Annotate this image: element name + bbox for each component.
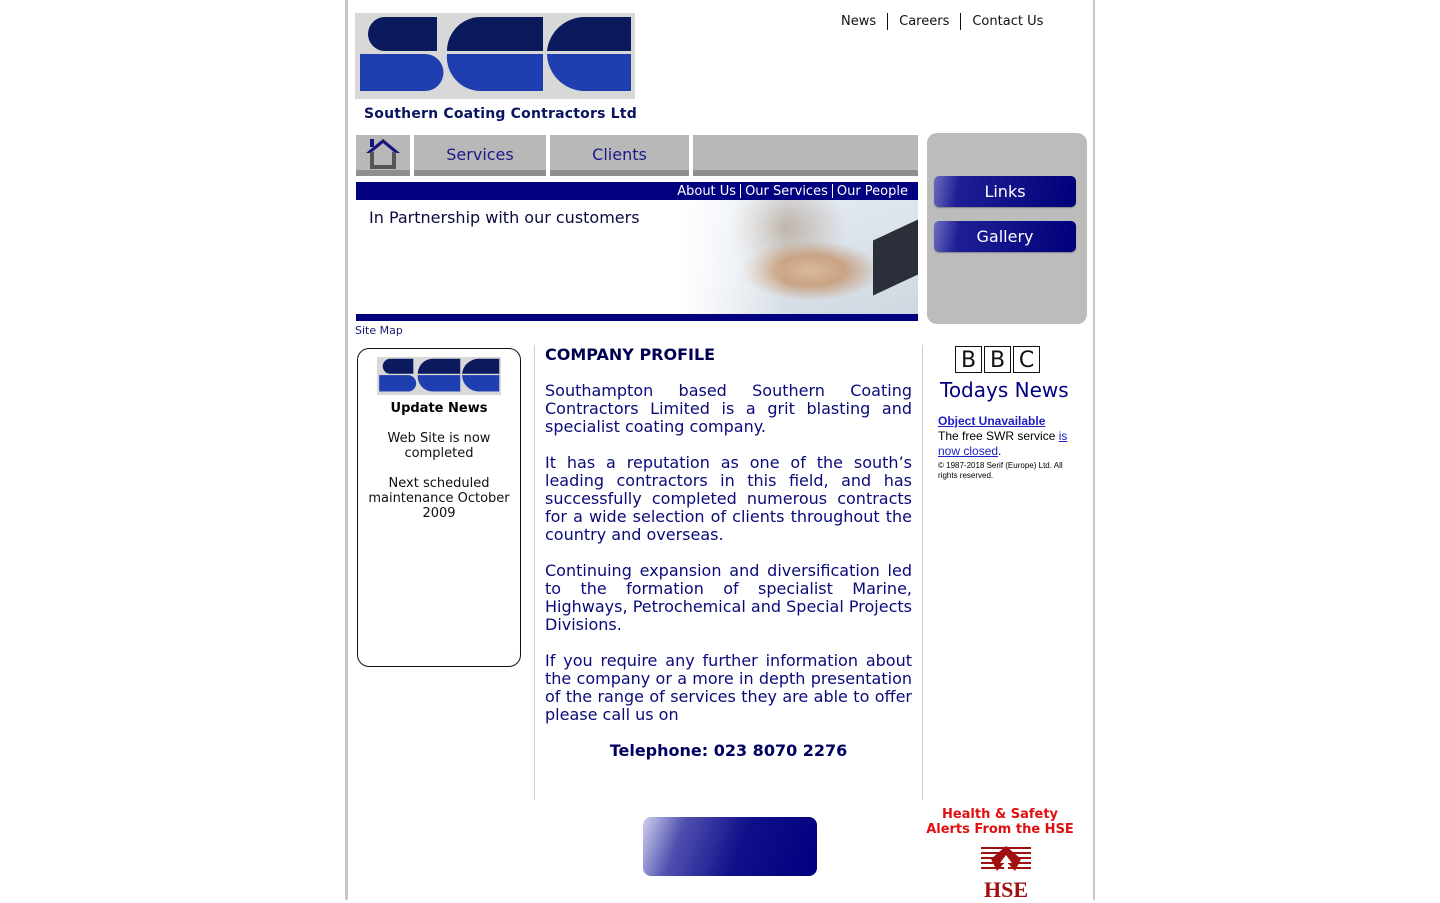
hse-logo-icon	[979, 845, 1033, 899]
hse-title-line: Health & Safety	[941, 807, 1059, 822]
profile-paragraph: It has a reputation as one of the south’s leading contractors in this field, and has successfully completed numerous contracts for a wide selection of clients throughout the country and overseas.	[545, 453, 912, 544]
news-item: Web Site is now completed	[387, 431, 491, 461]
page-border-right	[1093, 0, 1095, 900]
tab-blank[interactable]	[693, 135, 918, 176]
tab-home[interactable]	[356, 135, 410, 176]
bbc-logo	[955, 346, 1040, 373]
top-links	[830, 13, 1043, 30]
news-title: Update News	[390, 401, 488, 416]
bbc-letter: C	[1013, 346, 1040, 373]
svg-text:HSE: HSE	[983, 877, 1029, 899]
column-divider	[922, 345, 923, 800]
news-feed-widget	[938, 414, 1078, 481]
banner-tagline: In Partnership with our customers	[369, 208, 640, 227]
subnav-our-services[interactable]: Our Services	[745, 183, 828, 199]
site-map-link[interactable]: Site Map	[355, 324, 403, 337]
hero-banner	[356, 200, 918, 314]
sub-navigation	[356, 182, 918, 200]
footer-gradient-button[interactable]	[643, 817, 817, 876]
column-divider	[534, 345, 535, 800]
update-news-box	[357, 348, 521, 667]
top-link-news[interactable]: News	[841, 14, 877, 29]
news-item: Next scheduled maintenance October 2009	[368, 476, 510, 521]
top-link-careers[interactable]: Careers	[899, 14, 950, 29]
scc-logo-small	[377, 357, 501, 395]
service-closed-link[interactable]: is now closed	[938, 429, 1068, 458]
tab-services[interactable]: Services	[414, 135, 546, 176]
top-link-contact-us[interactable]: Contact Us	[972, 14, 1044, 29]
gallery-button[interactable]: Gallery	[934, 221, 1076, 252]
links-button[interactable]: Links	[934, 176, 1076, 207]
widget-message: The free SWR service	[938, 429, 1059, 443]
hse-alerts-title	[922, 807, 1078, 837]
todays-news-title: Todays News	[940, 378, 1069, 402]
side-nav-panel	[927, 133, 1087, 324]
profile-paragraph: If you require any further information about the company or a more in depth presentation of the range of services they are able to offer please call us on	[545, 651, 912, 724]
company-logo[interactable]	[355, 13, 635, 99]
company-profile	[545, 346, 912, 778]
bbc-letter: B	[955, 346, 982, 373]
bbc-letter: B	[984, 346, 1011, 373]
company-name: Southern Coating Contractors Ltd	[364, 106, 637, 122]
widget-message-end: .	[998, 444, 1002, 458]
scc-logo-icon	[355, 13, 635, 99]
subnav-about-us[interactable]: About Us	[677, 183, 737, 199]
page-border-left	[345, 0, 348, 900]
object-unavailable-link[interactable]: Object Unavailable	[938, 414, 1046, 428]
profile-heading: COMPANY PROFILE	[545, 345, 716, 364]
hse-logo[interactable]	[979, 845, 1033, 903]
hse-title-line: Alerts From the HSE	[926, 822, 1074, 837]
profile-paragraph: Southampton based Southern Coating Contractors Limited is a grit blasting and specialist coating company.	[545, 381, 912, 436]
handshake-image	[678, 200, 918, 314]
scc-logo-icon	[377, 357, 501, 395]
profile-paragraph: Continuing expansion and diversification led to the formation of specialist Marine, Highways, Petrochemical and Special Projects Divisions.	[545, 561, 912, 634]
banner-bottom-bar	[356, 314, 918, 321]
home-icon	[364, 137, 402, 169]
telephone-number: Telephone: 023 8070 2276	[609, 741, 848, 760]
tab-clients[interactable]: Clients	[550, 135, 689, 176]
subnav-our-people[interactable]: Our People	[836, 183, 908, 199]
copyright-text: © 1987-2018 Serif (Europe) Ltd. All rights reserved.	[938, 461, 1063, 480]
